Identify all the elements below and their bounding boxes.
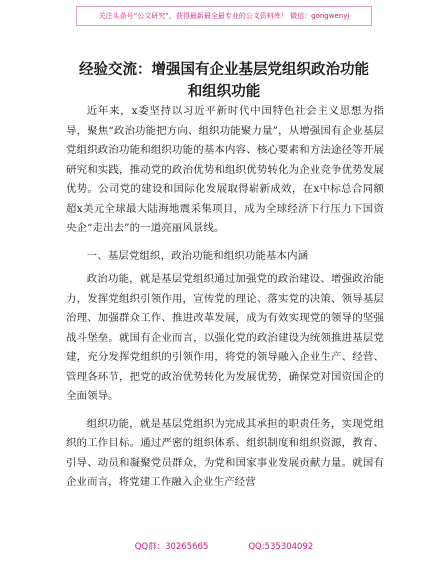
intro-paragraph: 近年来，x委坚持以习近平新时代中国特色社会主义思想为指导，聚焦“政治功能把方向、组织功能聚力量”，从增强国有企业基层党组织政治功能和组织功能的基本内容、核心要素和方法途径等开展研究和实践，推动党的政治优势和组织优势转化为企业竞争优势发展优势。公司党的建设和国际化发展取得崭新成效，在x中标总合同额超x美元全球最大陆海地震采集项目，成为全球经济下行压力下国资央企“走出去”的一道亮丽风景线。 (66, 105, 384, 234)
qq-number-text: QQ:535304092 (248, 542, 314, 552)
qq-group-text: QQ群：30265665 (134, 542, 209, 552)
political-function-paragraph: 政治功能，就是基层党组织通过加强党的政治建设、增强政治能力，发挥党组织引领作用，宣传党的理论、落实党的决策、领导基层治理、加强群众工作、推进改革发展，成为有效实现党的领导的坚强战斗堡垒。就国有企业而言，以强化党的政治建设为统领推进基层党建，充分发挥党组织的引领作用，将党的领导融入企业生产、经营、管理各环节，把党的政治优势转化为发展优势，确保党对国资国企的全面领导。 (66, 273, 384, 402)
organizational-function-paragraph: 组织功能，就是基层党组织为完成其承担的职责任务，实现党组织的工作目标。通过严密的组织体系、组织制度和组织资源，教育、引导、动员和凝聚党员群众，为党和国家事业发展贡献力量。就国有企业而言，将党建工作融入企业生产经营 (66, 417, 384, 488)
promo-banner: 关注头条号“公文研究”，获得最新最全最专业的公文资料库！ 微信：gongwenyj (76, 6, 372, 26)
document-body (66, 102, 384, 501)
document-title-line-1: 经验交流：增强国有企业基层党组织政治功能 (79, 62, 369, 78)
section-heading: 一、基层党组织，政治功能和组织功能基本内涵 (86, 249, 309, 262)
document-title-line-2: 和组织功能 (187, 84, 261, 100)
contact-footer (0, 540, 448, 552)
